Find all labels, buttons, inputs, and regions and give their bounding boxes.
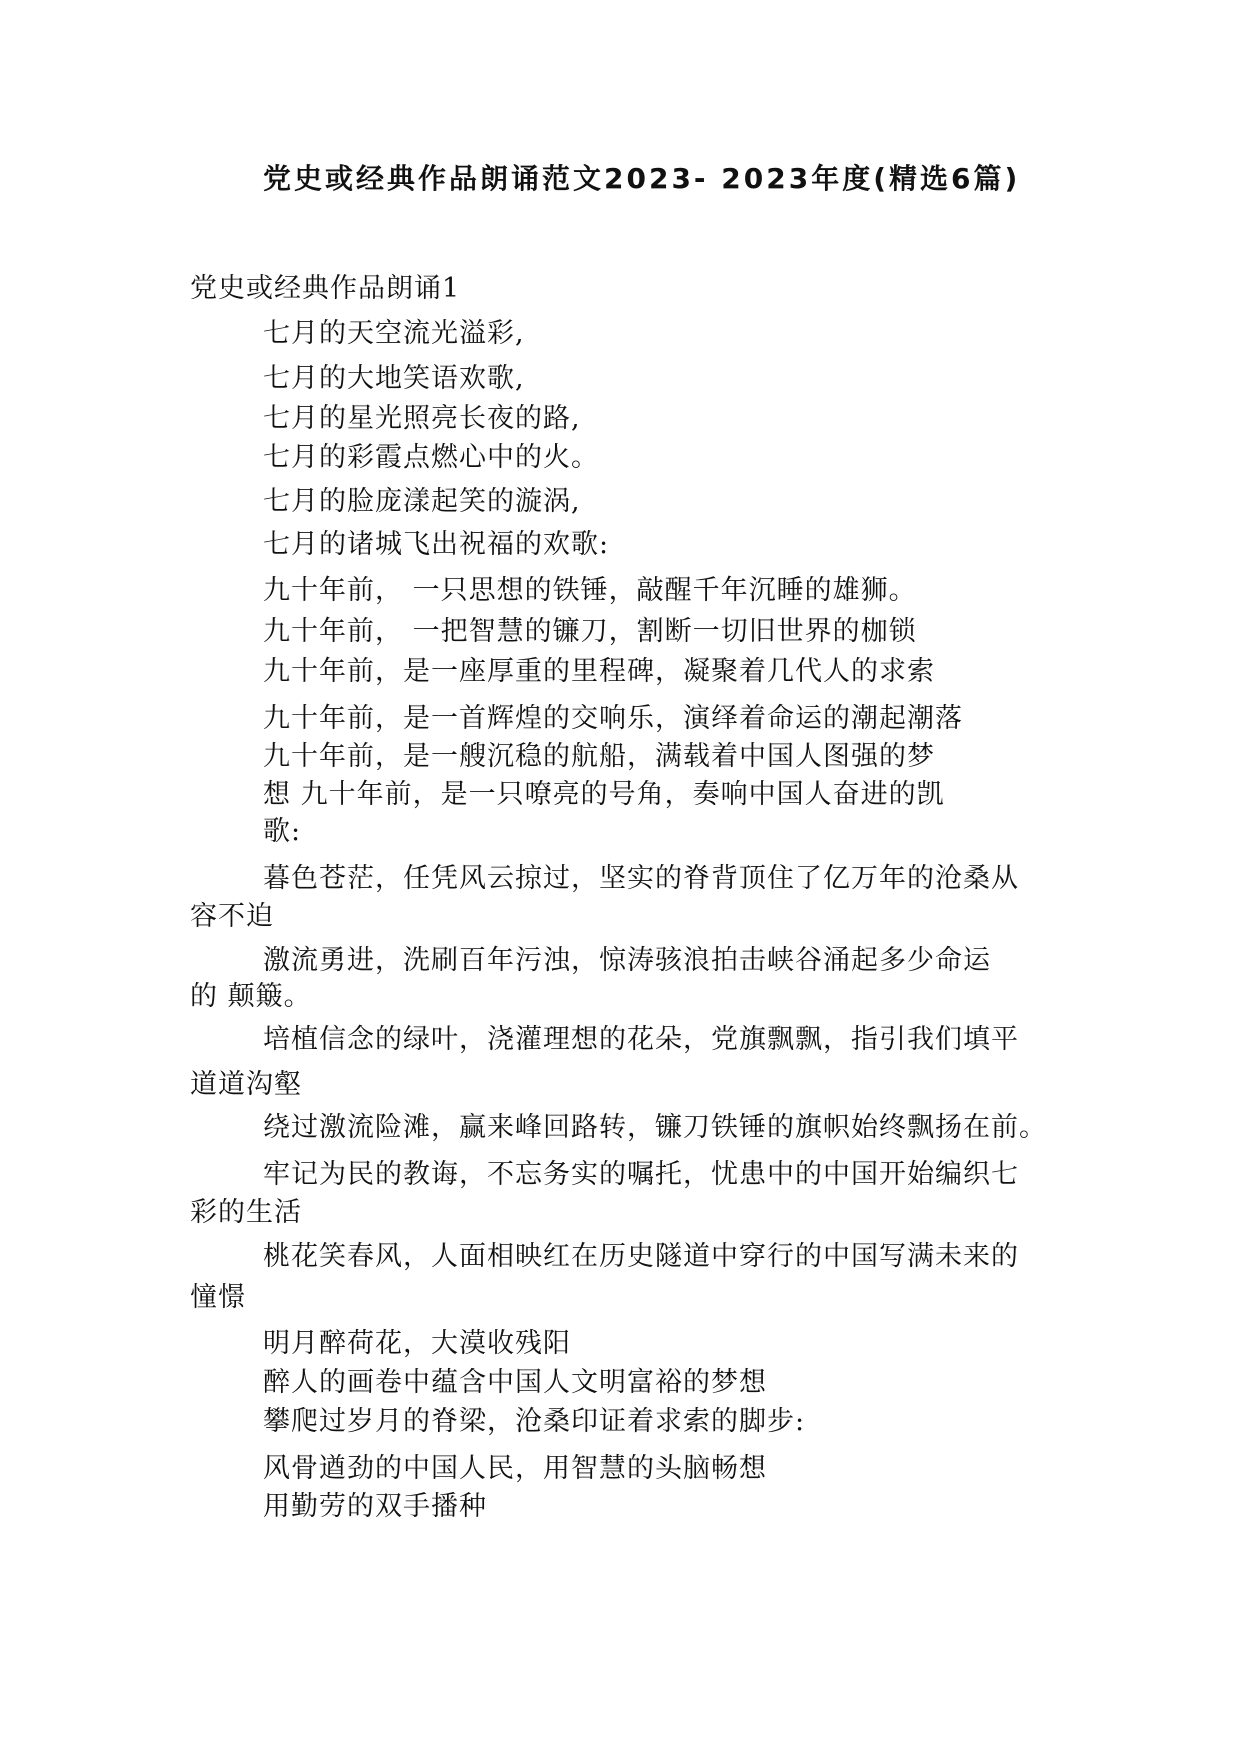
text-line: 容不迫 [190,901,274,932]
text-line: 培植信念的绿叶，浇灌理想的花朵，党旗飘飘，指引我们填平 [263,1024,1019,1055]
section-heading: 党史或经典作品朗诵1 [190,273,461,304]
text-line: 七月的天空流光溢彩, [263,318,525,349]
text-line: 七月的诸城飞出祝福的欢歌: [263,529,610,560]
text-line: 攀爬过岁月的脊梁，沧桑印证着求索的脚步: [263,1406,806,1437]
text-line: 七月的大地笑语欢歌, [263,363,525,394]
text-line: 七月的彩霞点燃心中的火。 [263,442,599,473]
text-line: 桃花笑春风，人面相映红在历史隧道中穿行的中国写满未来的 [263,1241,1019,1272]
text-line: 的 颠簸。 [190,981,312,1012]
text-line: 七月的星光照亮长夜的路, [263,403,581,434]
text-line: 明月醉荷花，大漠收残阳 [263,1328,571,1359]
text-line: 风骨遒劲的中国人民，用智慧的头脑畅想 [263,1453,767,1484]
text-line: 想 九十年前，是一只嘹亮的号角，奏响中国人奋进的凯 [263,779,945,810]
text-line: 绕过激流险滩，赢来峰回路转，镰刀铁锤的旗帜始终飘扬在前。 [263,1112,1047,1143]
text-line: 醉人的画卷中蕴含中国人文明富裕的梦想 [263,1367,767,1398]
text-line: 九十年前，是一艘沉稳的航船，满载着中国人图强的梦 [263,741,935,772]
text-line: 九十年前， 一把智慧的镰刀，割断一切旧世界的枷锁 [263,616,917,647]
text-line: 九十年前，是一座厚重的里程碑，凝聚着几代人的求索 [263,656,935,687]
text-line: 道道沟壑 [190,1069,302,1100]
text-line: 牢记为民的教诲，不忘务实的嘱托，忧患中的中国开始编织七 [263,1159,1019,1190]
text-line: 九十年前，是一首辉煌的交响乐，演绎着命运的潮起潮落 [263,703,963,734]
text-line: 彩的生活 [190,1197,302,1228]
text-line: 九十年前， 一只思想的铁锤，敲醒千年沉睡的雄狮。 [263,575,917,606]
document-title: 党史或经典作品朗诵范文2023- 2023年度(精选6篇) [263,162,1021,195]
text-line: 用勤劳的双手播种 [263,1491,487,1522]
text-line: 憧憬 [190,1282,246,1313]
text-line: 激流勇进，洗刷百年污浊，惊涛骇浪拍击峡谷涌起多少命运 [263,945,991,976]
text-line: 暮色苍茫，任凭风云掠过，坚实的脊背顶住了亿万年的沧桑从 [263,863,1019,894]
text-line: 歌: [263,816,302,847]
text-line: 七月的脸庞漾起笑的漩涡, [263,486,581,517]
